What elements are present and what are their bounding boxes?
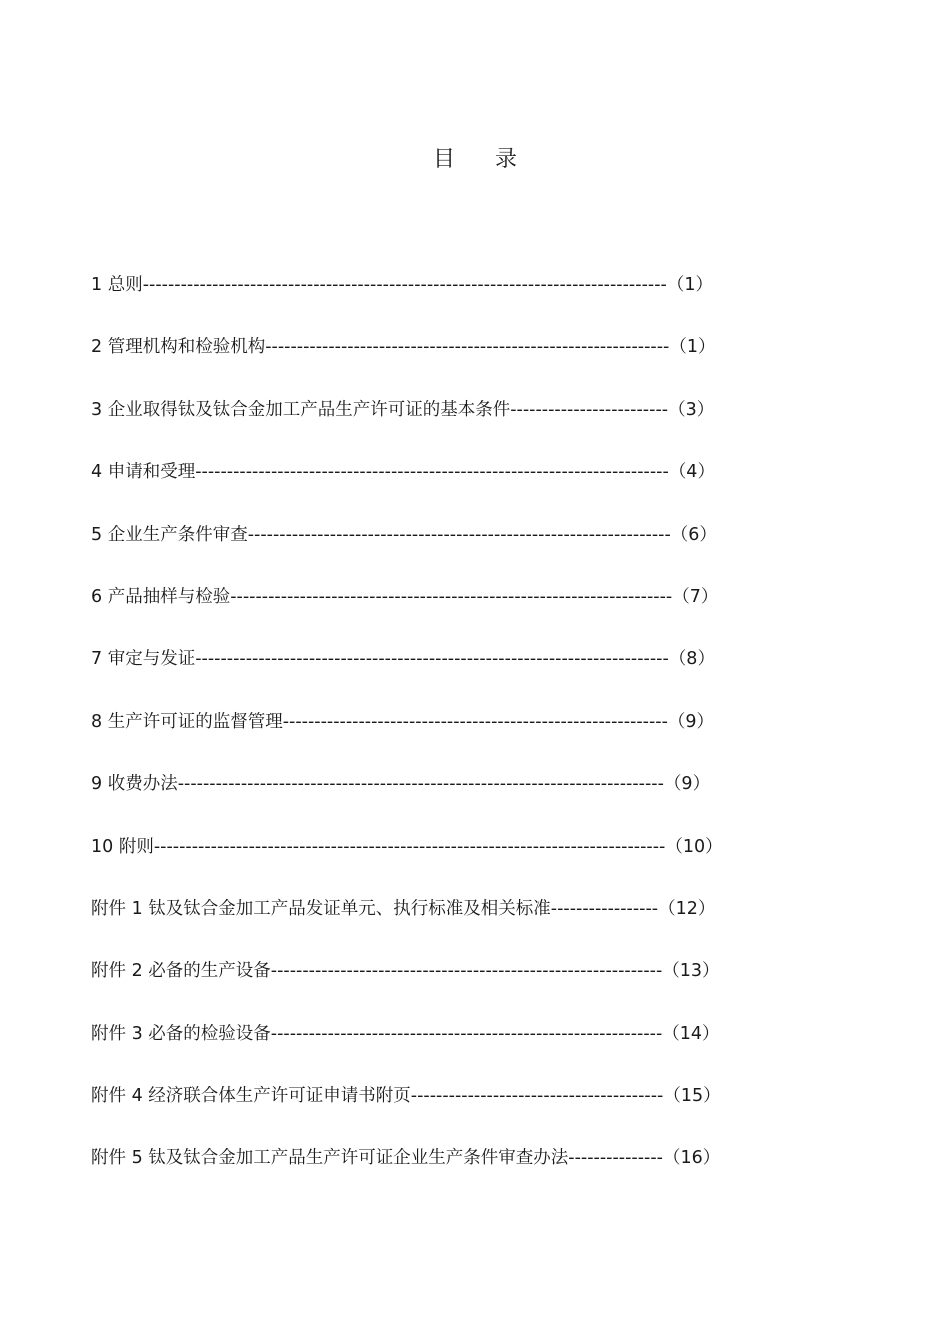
toc-entry-page: （16）: [663, 1148, 721, 1169]
toc-entry-label: 4 申请和受理: [91, 462, 196, 483]
toc-entry-page: （8）: [668, 649, 715, 670]
toc-entry-leader: ---------------------------------------------------------------------------: [195, 462, 669, 483]
toc-entry-leader: -------------------------------------------------------------------: [247, 524, 671, 545]
toc-entry-leader: ----------------------------------------: [410, 1086, 664, 1107]
toc-entry-page: （1）: [666, 275, 713, 295]
toc-entry-3: [91, 397, 723, 459]
toc-entry-label: 5 企业生产条件审查: [91, 524, 248, 545]
toc-entry-label: 10 附则: [91, 836, 154, 857]
toc-entry-10: [91, 834, 723, 896]
toc-entry-4: [91, 459, 723, 521]
toc-entry-8: [91, 709, 723, 771]
toc-entry-appendix-1: [91, 896, 723, 958]
toc-entry-leader: -----------------------------------------------------------------------------------: [142, 275, 667, 295]
toc-entry-6: [91, 584, 723, 646]
toc-entry-label: 9 收费办法: [91, 774, 178, 795]
toc-entry-leader: --------------------------------------------------------------: [270, 1023, 663, 1044]
toc-entry-appendix-3: [91, 1021, 723, 1083]
toc-entry-2: [91, 334, 723, 396]
toc-entry-label: 6 产品抽样与检验: [91, 586, 231, 607]
toc-entry-label: 附件 5 钛及钛合金加工产品生产许可证企业生产条件审查办法: [91, 1148, 569, 1169]
toc-entry-leader: ----------------------------------------------------------------: [265, 337, 670, 358]
page-title: [0, 142, 950, 173]
toc-entry-leader: -------------------------: [510, 399, 669, 420]
toc-entry-page: （3）: [668, 399, 715, 420]
toc-entry-7: [91, 646, 723, 708]
toc-entry-appendix-2: [91, 958, 723, 1020]
toc-entry-appendix-5: [91, 1145, 723, 1207]
toc-entry-label: 附件 3 必备的检验设备: [91, 1023, 271, 1044]
toc-entry-9: [91, 771, 723, 833]
toc-entry-leader: ---------------------------------------------------------------------------------: [153, 836, 666, 857]
toc-entry-leader: ----------------------------------------------------------------------: [230, 586, 673, 607]
toc-entry-page: （6）: [670, 524, 717, 545]
toc-entry-label: 7 审定与发证: [91, 649, 196, 670]
toc-entry-page: （15）: [663, 1086, 721, 1107]
toc-entry-page: （10）: [665, 836, 723, 857]
toc-entry-label: 1 总则: [91, 275, 143, 295]
toc-entry-label: 附件 2 必备的生产设备: [91, 961, 271, 982]
toc-entry-1: [91, 272, 723, 334]
toc-entry-leader: -----------------: [550, 898, 659, 919]
toc-entry-page: （13）: [662, 961, 720, 982]
toc-entry-leader: -------------------------------------------------------------: [282, 711, 668, 732]
page-title-right: 录: [495, 147, 518, 172]
toc-entry-page: （7）: [672, 586, 719, 607]
toc-entry-page: （1）: [669, 337, 716, 358]
toc-entry-page: （4）: [668, 462, 715, 483]
toc-entry-leader: ---------------------------------------------------------------------------: [195, 649, 669, 670]
toc-entry-label: 2 管理机构和检验机构: [91, 337, 266, 358]
toc-entry-page: （14）: [662, 1023, 720, 1044]
toc-entry-page: （9）: [663, 774, 711, 795]
toc-entry-page: （12）: [658, 898, 716, 919]
toc-entry-label: 8 生产许可证的监督管理: [91, 711, 283, 732]
toc-entry-appendix-4: [91, 1083, 723, 1145]
toc-list: [91, 272, 723, 1208]
toc-entry-leader: --------------------------------------------------------------: [270, 961, 663, 982]
toc-entry-leader: ---------------: [568, 1148, 663, 1169]
toc-entry-5: [91, 522, 723, 584]
toc-entry-page: （9）: [667, 711, 715, 732]
toc-entry-leader: -----------------------------------------------------------------------------: [177, 774, 664, 795]
page-title-left: 目: [432, 147, 455, 172]
toc-entry-label: 附件 4 经济联合体生产许可证申请书附页: [91, 1086, 411, 1107]
toc-entry-label: 3 企业取得钛及钛合金加工产品生产许可证的基本条件: [91, 399, 511, 420]
toc-entry-label: 附件 1 钛及钛合金加工产品发证单元、执行标准及相关标准: [91, 898, 551, 919]
